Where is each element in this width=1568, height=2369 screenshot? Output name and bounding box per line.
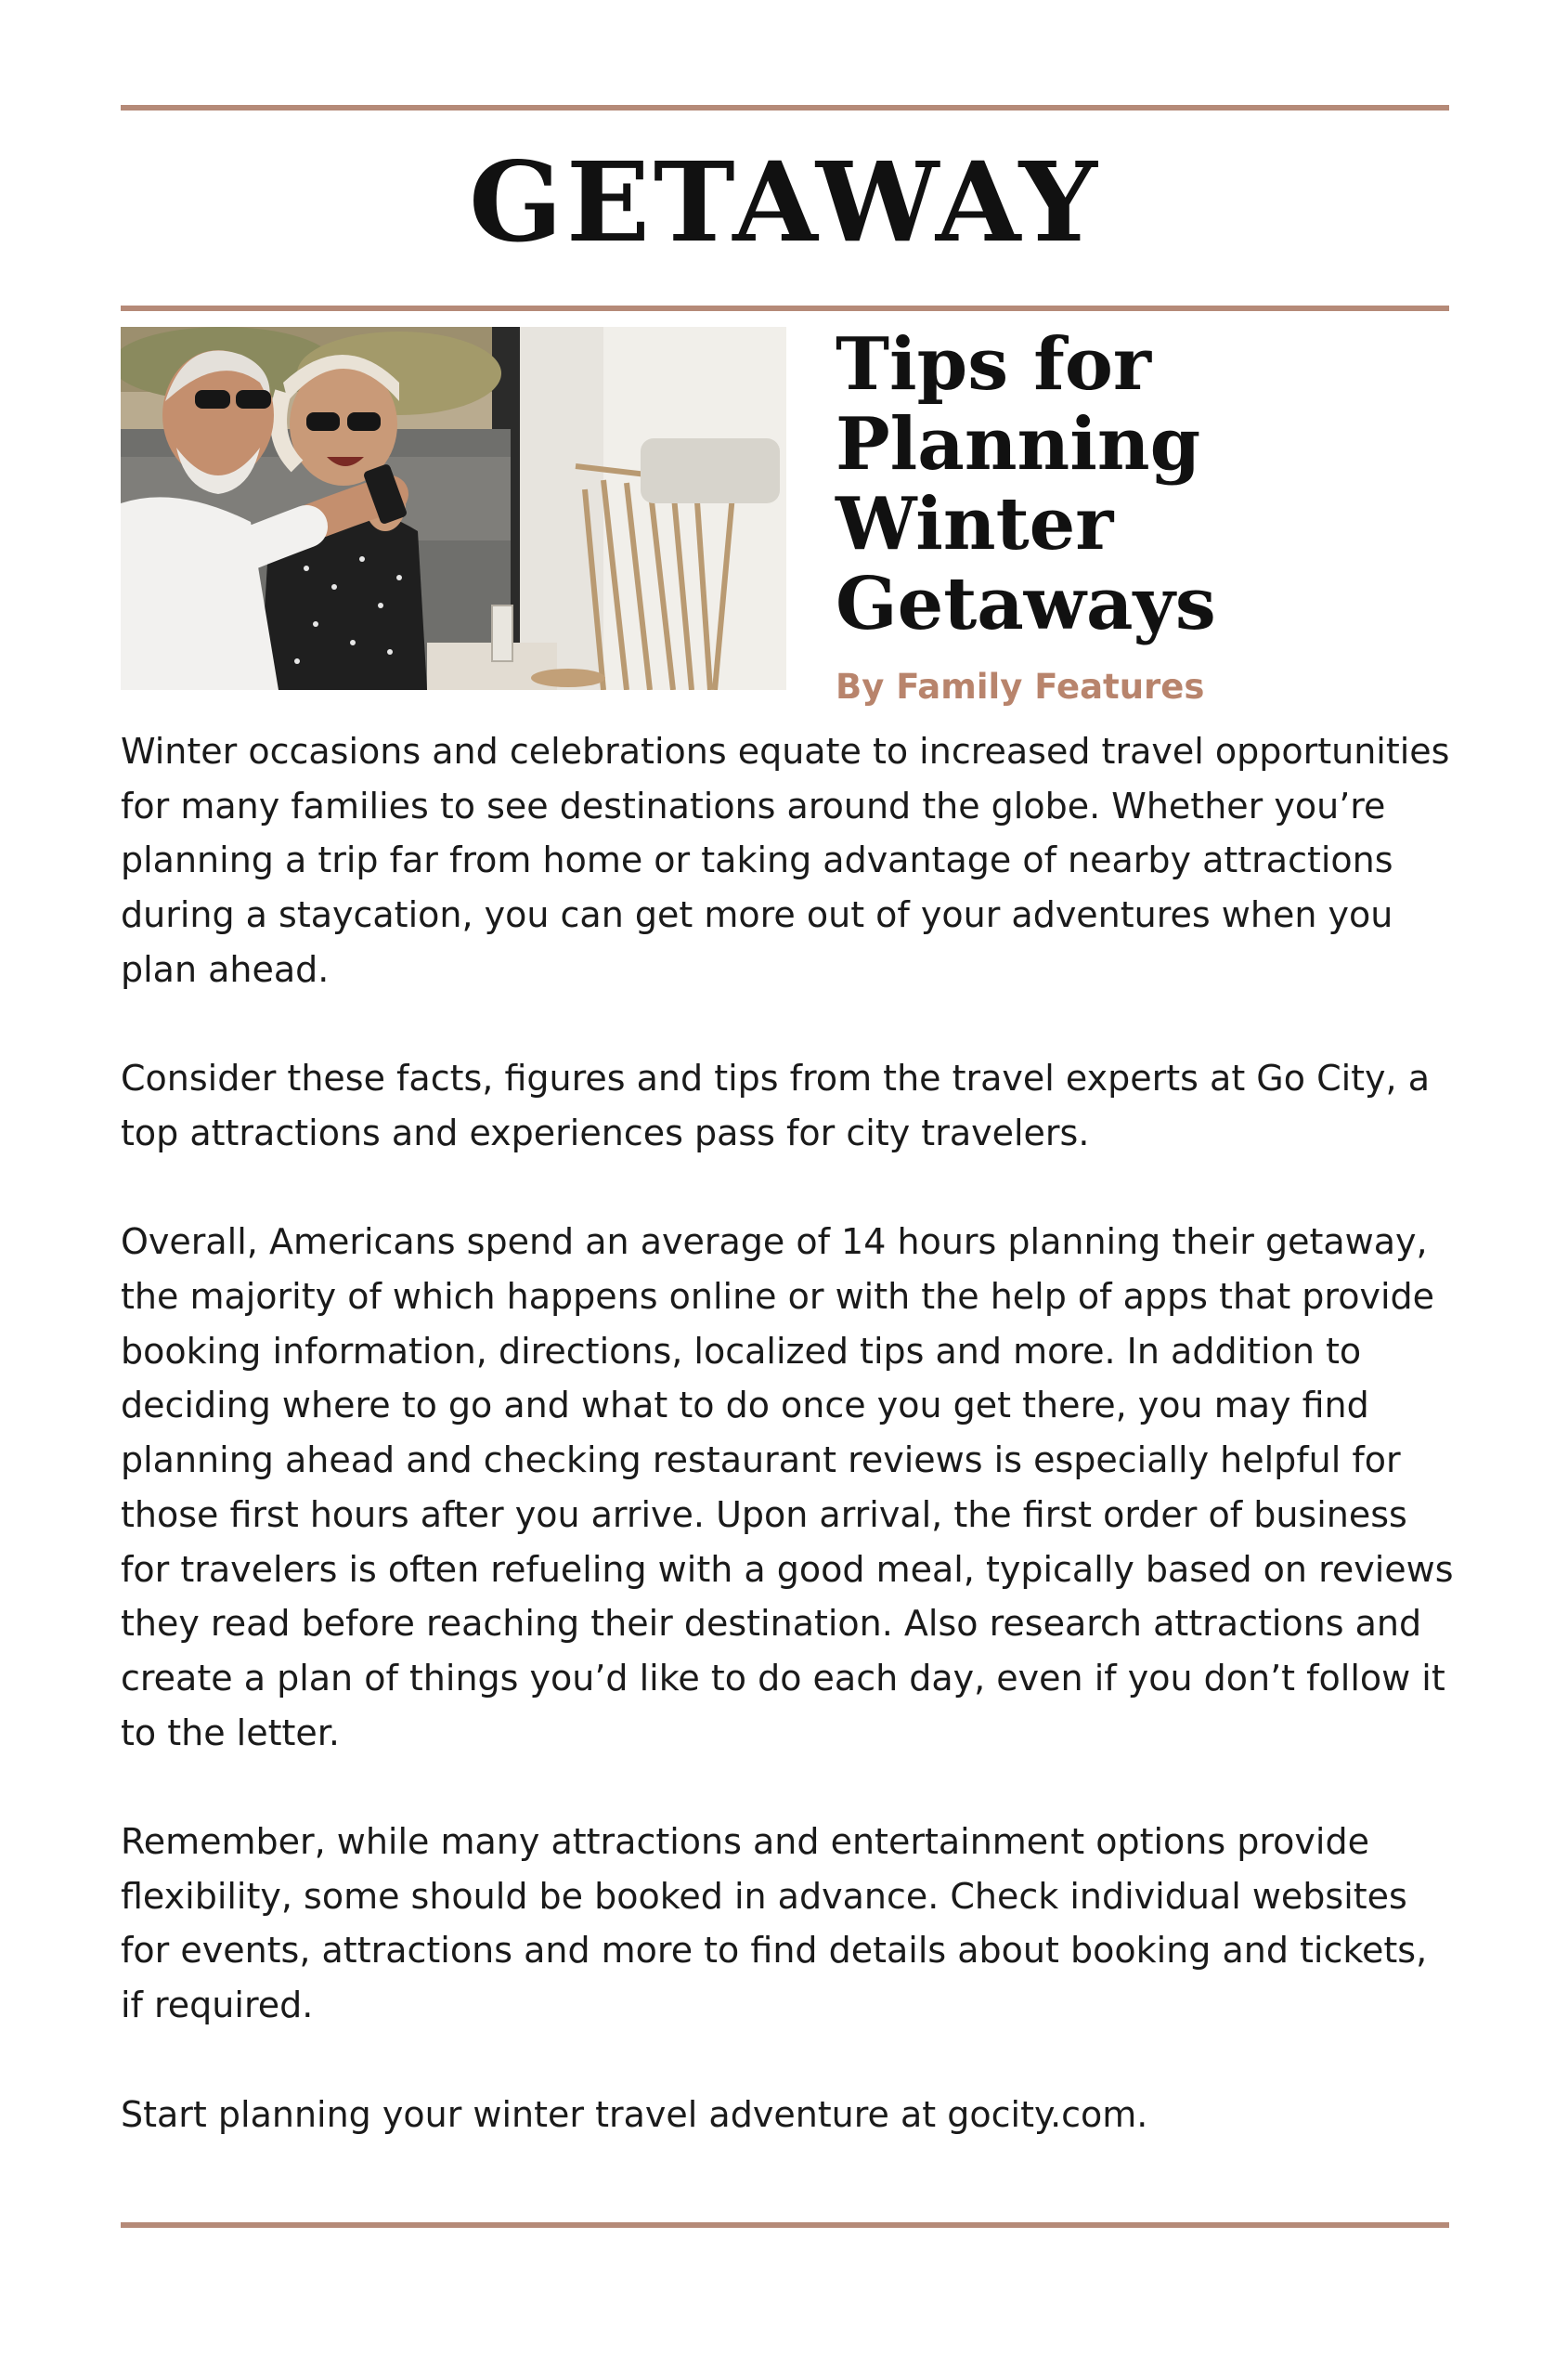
paragraph: Overall, Americans spend an average of 14 hours planning their getaway, the majority of which happens online or with the help of apps that provide booking information, directions, localized tips and more. In addition to deciding where to go and what to do once you get there, you may find planning ahead and checking restaurant reviews is especially helpful for those first hours after you arrive. Upon arrival, the first order of business for travelers is often refueling with a good meal, typically based on reviews they read before reaching their destination. Also research attractions and create a plan of things you’d like to do each day, even if you don’t follow it to the letter. bbox=[121, 1221, 1454, 1753]
article-headline bbox=[836, 322, 1448, 646]
article-photo bbox=[121, 327, 786, 690]
article-body bbox=[121, 724, 1458, 2196]
section-title: GETAWAY bbox=[469, 137, 1101, 267]
paragraph: Start planning your winter travel adventure at gocity.com. bbox=[121, 2093, 1148, 2135]
headline-line: Winter bbox=[836, 482, 1114, 566]
headline-line: Tips for bbox=[836, 322, 1151, 407]
bottom-divider bbox=[121, 2222, 1449, 2228]
headline-line: Getaways bbox=[836, 562, 1216, 646]
paragraph: Remember, while many attractions and entertainment options provide flexibility, some should be booked in advance. Check individual websites for events, attractions and more to find details about booking and tickets, if required. bbox=[121, 1821, 1428, 2026]
top-divider bbox=[121, 105, 1449, 111]
paragraph: Winter occasions and celebrations equate to increased travel opportunities for many families to see destinations around the globe. Whether you’re planning a trip far from home or taking advantage of nearby attractions during a staycation, you can get more out of your adventures when you plan ahead. bbox=[121, 731, 1450, 990]
paragraph: Consider these facts, figures and tips from the travel experts at Go City, a top attractions and experiences pass for city travelers. bbox=[121, 1058, 1430, 1153]
byline: By Family Features bbox=[836, 667, 1205, 707]
headline-line: Planning bbox=[836, 402, 1201, 487]
header-divider bbox=[121, 306, 1449, 311]
